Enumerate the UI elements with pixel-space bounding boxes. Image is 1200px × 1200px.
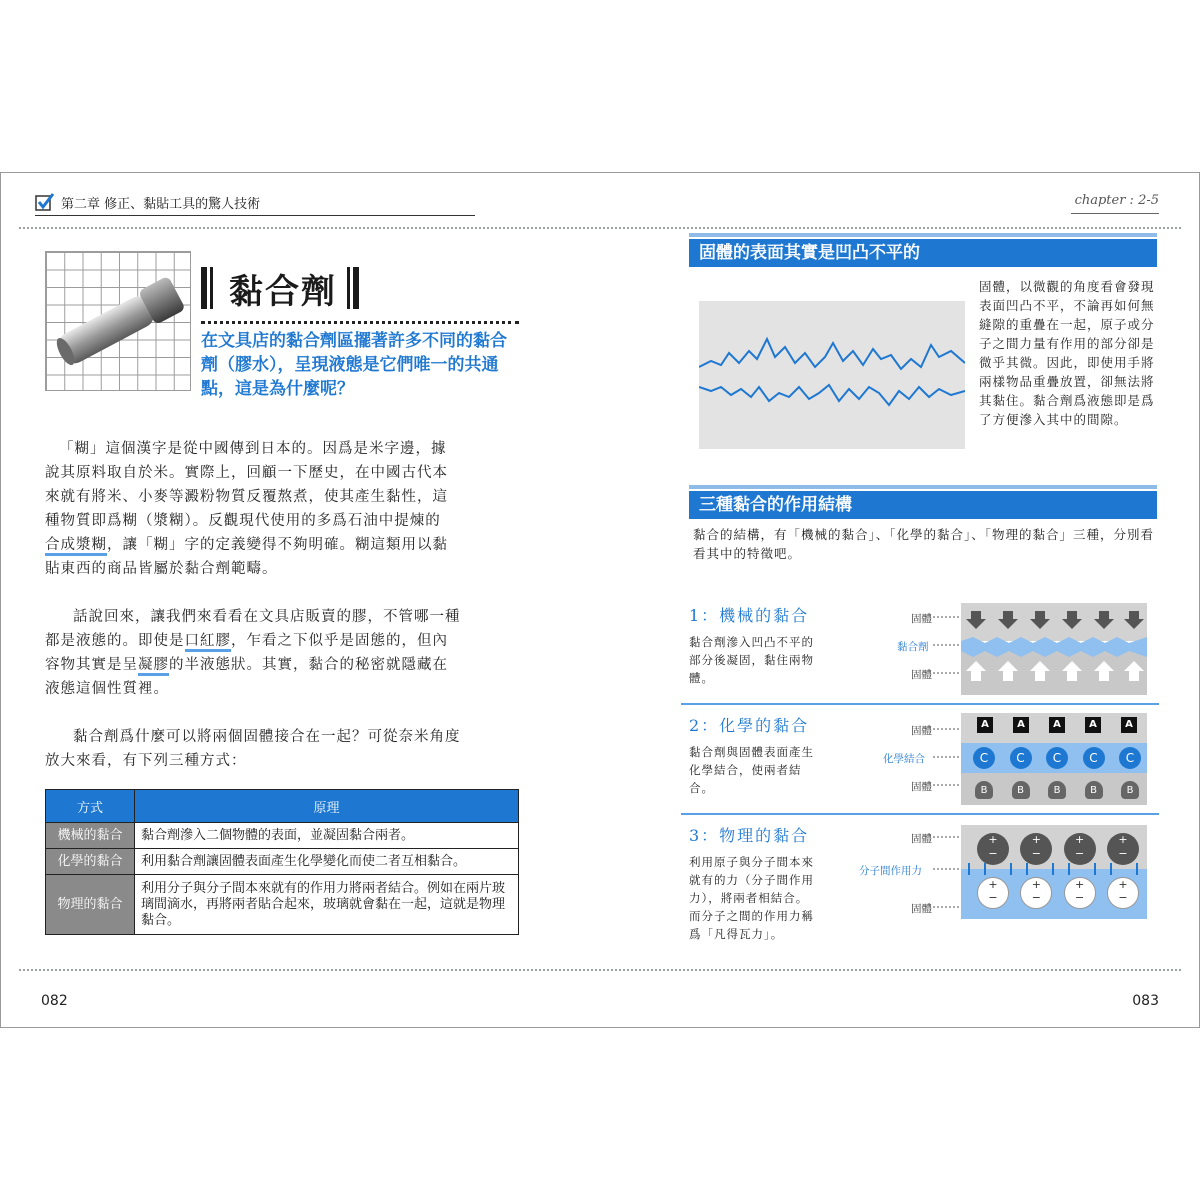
molecule-top [1064, 833, 1096, 865]
principle-cell: 黏合劑滲入二個物體的表面，並凝固黏合兩者。 [135, 823, 519, 849]
mechanisms-intro: 黏合的結構，有「機械的黏合」、「化學的黏合」、「物理的黏合」三種，分別看看其中的特徵吧。 [693, 527, 1155, 561]
charge-minus: − [988, 847, 998, 860]
charge-plus: + [988, 878, 998, 891]
charge-minus: − [1118, 891, 1128, 904]
text-line [45, 533, 521, 557]
atom-b: B [1121, 781, 1139, 799]
chemical-bond-label: 化學結合 [883, 753, 925, 765]
charge-plus: + [1031, 833, 1041, 846]
molecule-bottom [1064, 877, 1096, 909]
molecule-bottom [977, 877, 1009, 909]
text-line: 液態這個性質裡。 [45, 681, 169, 697]
table-header-row [46, 790, 519, 823]
physical-bond-diagram [933, 825, 1147, 919]
mechanism-2-desc: 黏合劑與固體表面產生化學結合，使兩者結合。 [689, 745, 814, 795]
atom-c: C [1046, 747, 1068, 769]
charge-plus: + [1118, 878, 1128, 891]
method-cell: 化學的黏合 [46, 849, 135, 875]
text-line: 種物質即爲糊（漿糊）。反觀現代使用的多爲石油中提煉的 [45, 513, 441, 529]
solid-label: 固體 [911, 781, 932, 793]
charge-minus: − [1031, 891, 1041, 904]
atom-a: A [1013, 717, 1029, 733]
charge-minus: − [1075, 847, 1085, 860]
title-bar-right-thin [347, 267, 350, 309]
header-rule-right [1071, 213, 1159, 214]
charge-minus: − [1118, 847, 1128, 860]
text-line: 黏合劑爲什麼可以將兩個固體接合在一起？可從奈米角度 [73, 729, 461, 745]
chapter-ref: chapter : 2-5 [1074, 193, 1159, 208]
charge-plus: + [1075, 878, 1085, 891]
text-span: ，乍看之下似乎是固態的，但內 [231, 633, 448, 649]
intermolecular-force-label: 分子間作用力 [859, 865, 922, 877]
atom-a: A [1085, 717, 1101, 733]
adhesion-methods-table [45, 789, 519, 935]
text-line [45, 653, 521, 677]
checkbox-icon [35, 192, 55, 212]
mechanism-2-title: 2：化學的黏合 [689, 716, 810, 735]
charge-minus: − [988, 891, 998, 904]
atom-c: C [1083, 747, 1105, 769]
glue-stick-illustration [45, 251, 191, 391]
text-span: ，讓「糊」字的定義變得不夠明確。糊這類用以黏 [107, 537, 448, 553]
principle-cell: 利用黏合劑讓固體表面產生化學變化而使二者互相黏合。 [135, 849, 519, 875]
text-span: 容物其實是呈 [45, 657, 138, 673]
paragraph-3 [45, 725, 521, 773]
chapter-title: 第二章 修正、黏貼工具的驚人技術 [61, 196, 261, 212]
header-rule [35, 215, 475, 216]
solid-label: 固體 [911, 903, 932, 915]
atom-b: B [1085, 781, 1103, 799]
text-line: 說其原料取自於米。實際上，回顧一下歷史，在中國古代本 [45, 465, 448, 481]
adhesive-label: 黏合劑 [897, 641, 929, 653]
chapter-header [35, 191, 260, 213]
molecule-top-row [977, 833, 1139, 865]
mechanism-divider [681, 813, 1159, 815]
molecule-top [1020, 833, 1052, 865]
book-spread [0, 172, 1200, 1028]
solid-label: 固體 [911, 725, 932, 737]
dotted-rule-bottom [19, 969, 1181, 971]
chemical-bond-diagram [933, 713, 1147, 805]
mechanism-divider [681, 703, 1159, 705]
molecule-bottom [1107, 877, 1139, 909]
molecule-top [977, 833, 1009, 865]
page-number-right: 083 [1132, 993, 1159, 1009]
title-bar-left-thin [210, 267, 213, 309]
highlight-term: 合成漿糊 [45, 537, 107, 556]
charge-minus: − [1075, 891, 1085, 904]
atom-a-row [977, 717, 1137, 733]
article-title [201, 265, 359, 311]
mechanism-3-desc: 利用原子與分子間本來就有的力（分子間作用力），將兩者相結合。而分子之間的作用力稱爲「凡得瓦力」。 [689, 855, 814, 941]
solid-label: 固體 [911, 613, 932, 625]
solid-label: 固體 [911, 833, 932, 845]
title-bar-right [353, 267, 359, 309]
charge-minus: − [1031, 847, 1041, 860]
table-row [46, 823, 519, 849]
rough-surface-graphic [699, 301, 965, 449]
atom-b-row [975, 781, 1139, 799]
method-cell: 物理的黏合 [46, 875, 135, 935]
text-span: 的半液態狀。其實，黏合的秘密就隱藏在 [169, 657, 448, 673]
atom-c: C [1010, 747, 1032, 769]
molecule-bottom-row [977, 877, 1139, 909]
highlight-term: 凝膠 [138, 657, 169, 676]
mechanism-3-title: 3：物理的黏合 [689, 826, 810, 845]
atom-c: C [1119, 747, 1141, 769]
text-span: 都是液態的。即使是 [45, 633, 185, 649]
atom-c-row [973, 747, 1141, 769]
atom-b: B [1012, 781, 1030, 799]
principle-cell: 利用分子與分子間本來就有的作用力將兩者結合。例如在兩片玻璃間滴水，再將兩者貼合起來，玻璃就會黏在一起，這就是物理黏合。 [135, 875, 519, 935]
highlight-term: 口紅膠 [185, 633, 232, 652]
charge-plus: + [1118, 833, 1128, 846]
atom-c: C [973, 747, 995, 769]
glue-stick-icon [46, 252, 192, 392]
atom-b: B [1048, 781, 1066, 799]
rough-surface-diagram [699, 301, 965, 449]
text-line: 放大來看，有下列三種方式： [45, 753, 247, 769]
page-number-left: 082 [41, 993, 68, 1009]
mechanism-1-title: 1：機械的黏合 [689, 606, 810, 625]
charge-plus: + [1075, 833, 1085, 846]
method-cell: 機械的黏合 [46, 823, 135, 849]
paragraph-2 [45, 605, 521, 701]
mechanism-1-desc: 黏合劑滲入凹凸不平的部分後凝固，黏住兩物體。 [689, 635, 814, 685]
text-line: 話說回來，讓我們來看看在文具店販賣的膠，不管哪一種 [73, 609, 461, 625]
text-line: 貼東西的商品皆屬於黏合劑範疇。 [45, 561, 278, 577]
table-header: 原理 [135, 790, 519, 823]
molecule-bottom [1020, 877, 1052, 909]
atom-b: B [975, 781, 993, 799]
molecule-top [1107, 833, 1139, 865]
title-bar-left [201, 267, 207, 309]
charge-plus: + [1031, 878, 1041, 891]
section-heading-surface: 固體的表面其實是凹凸不平的 [689, 239, 1157, 267]
paragraph-1 [45, 437, 521, 581]
table-row [46, 849, 519, 875]
text-line: 「糊」這個漢字是從中國傳到日本的。因爲是米字邊，據 [59, 441, 447, 457]
table-header: 方式 [46, 790, 135, 823]
atom-a: A [977, 717, 993, 733]
solid-label: 固體 [911, 669, 932, 681]
surface-explanation: 固體，以微觀的角度看會發現表面凹凸不平，不論再如何無縫隙的重疊在一起，原子或分子之間力量有作用的部分卻是微乎其微。因此，即使用手將兩樣物品重疊放置，卻無法將其黏住。黏合劑爲液態即是爲了方便滲入其中的間隙。 [979, 279, 1155, 427]
lead-text: 在文具店的黏合劑區擺著許多不同的黏合劑（膠水），呈現液態是它們唯一的共通點，這是為什麼呢？ [201, 331, 507, 399]
atom-a: A [1121, 717, 1137, 733]
dotted-rule-top [19, 227, 1181, 229]
table-row [46, 875, 519, 935]
charge-plus: + [988, 833, 998, 846]
text-line [45, 629, 521, 653]
atom-a: A [1049, 717, 1065, 733]
mechanical-bond-diagram [933, 603, 1147, 695]
page-title: 黏合劑 [229, 271, 337, 312]
section-heading-mechanisms: 三種黏合的作用結構 [689, 491, 1157, 519]
text-line: 來就有將米、小麥等澱粉物質反覆熬煮，使其產生黏性，這 [45, 489, 448, 505]
title-dotted-underline [201, 321, 519, 324]
